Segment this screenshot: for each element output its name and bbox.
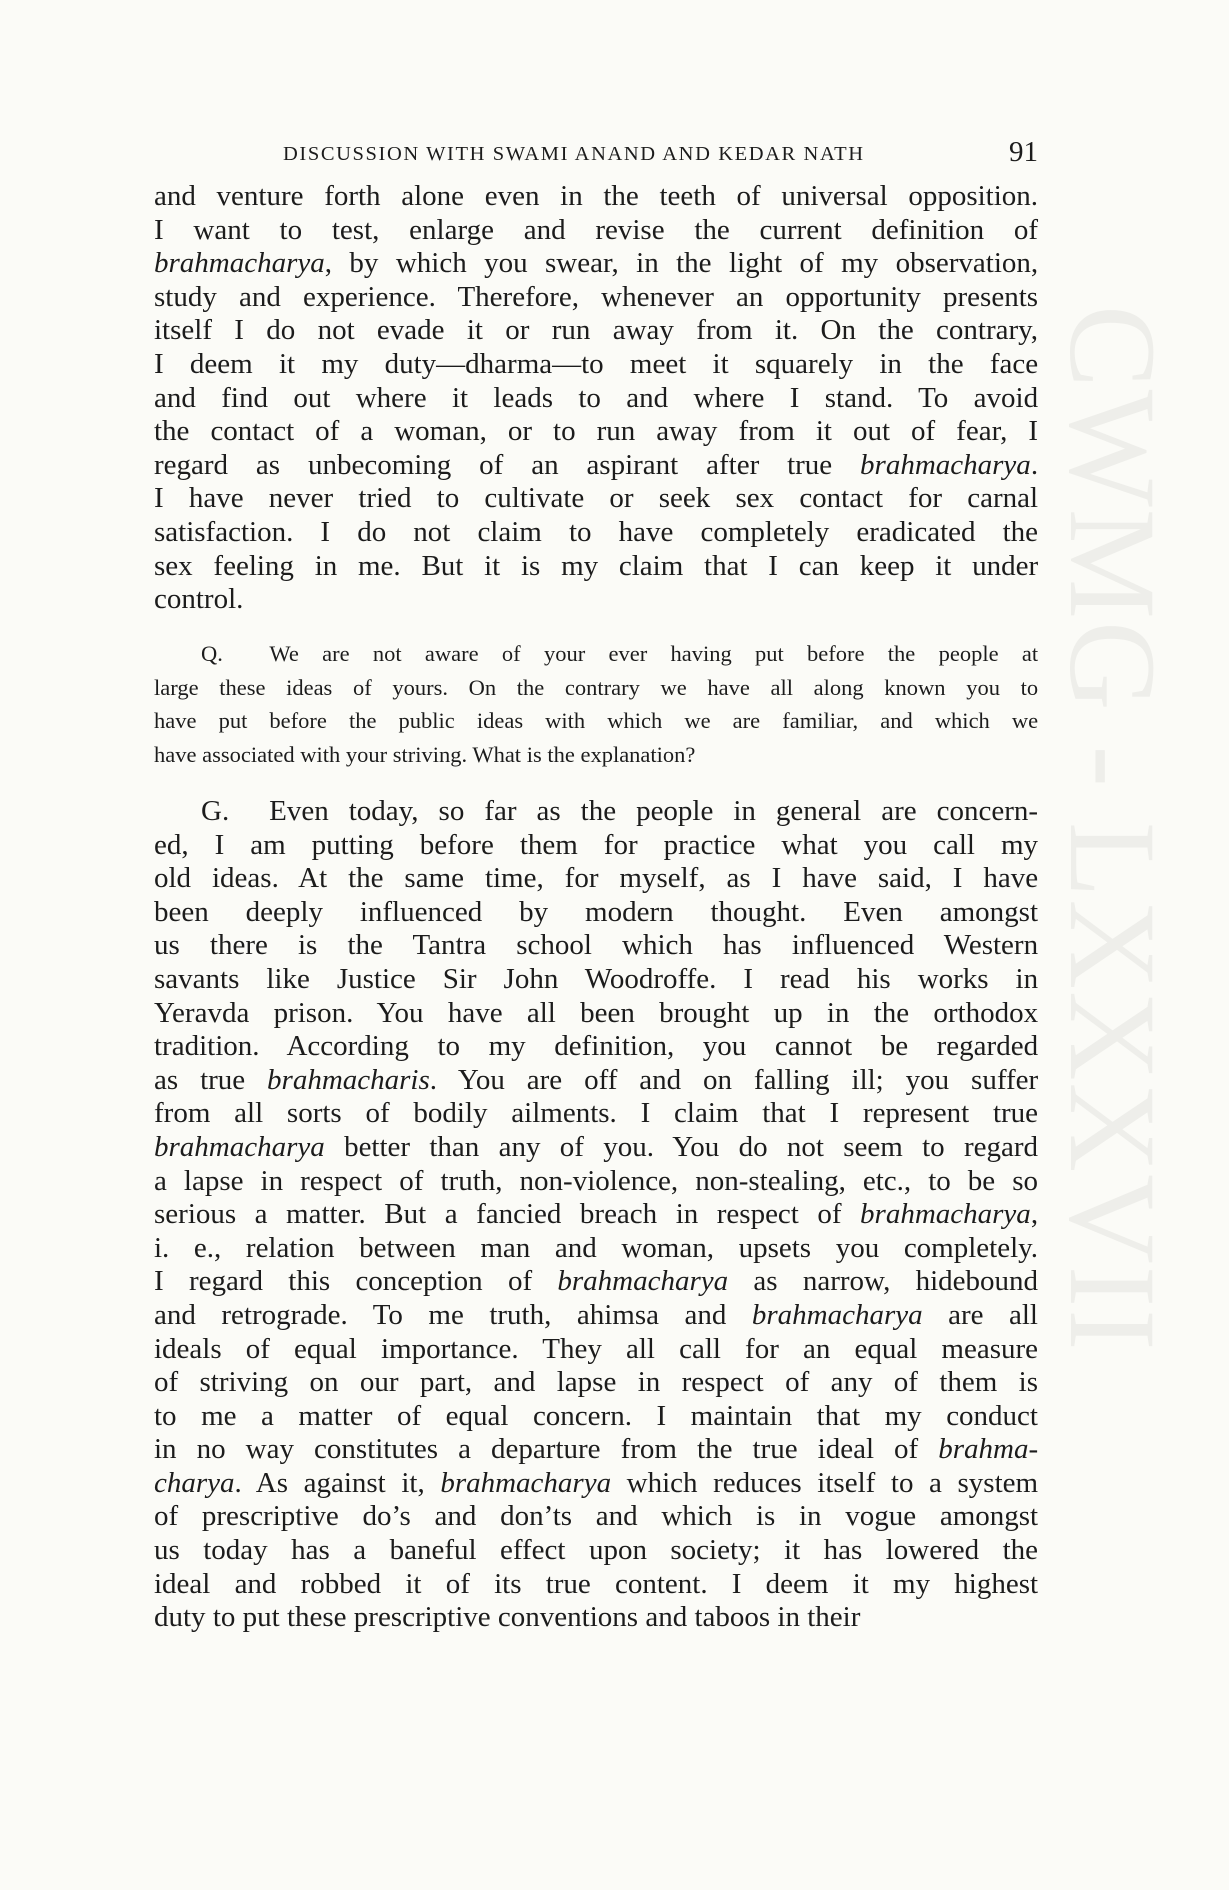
paragraph-continuation <box>154 180 1038 617</box>
text-line: of striving on our part, and lapse in respect of any of them is <box>154 1366 1038 1399</box>
text-line: to me a matter of equal concern. I maintain that my conduct <box>154 1399 1038 1432</box>
text-line: savants like Justice Sir John Woodroffe. I read his works in <box>154 962 1039 995</box>
answer-paragraph <box>154 795 1038 1635</box>
text-line: and venture forth alone even in the teeth of universal opposition. <box>154 180 1039 212</box>
text-line: G. Even today, so far as the people in general are concern- <box>201 795 1039 827</box>
text-line: control. <box>154 583 244 616</box>
text-line: charya. As against it, brahmacharya which reduces itself to a system <box>154 1466 1039 1499</box>
text-line: ideal and robbed it of its true content. I deem it my highest <box>154 1567 1039 1600</box>
running-title: DISCUSSION WITH SWAMI ANAND AND KEDAR NATH <box>283 143 865 165</box>
text-line: ideals of equal importance. They all call for an equal measure <box>154 1332 1039 1365</box>
text-line: study and experience. Therefore, whenever an opportunity presents <box>154 280 1039 313</box>
text-line: a lapse in respect of truth, non-violence, non-stealing, etc., to be so <box>154 1164 1038 1197</box>
speaker-label: Q. <box>201 641 223 666</box>
text-line: us today has a baneful effect upon society; it has lowered the <box>154 1534 1039 1567</box>
text-line: brahmacharya better than any of you. You do not seem to regard <box>154 1130 1039 1163</box>
watermark: CWMG - LXXXVII <box>1044 305 1181 1353</box>
text-line: satisfaction. I do not claim to have completely eradicated the <box>154 515 1039 548</box>
text-line: and find out where it leads to and where I stand. To avoid <box>154 381 1039 414</box>
speaker-label: G. <box>201 795 230 827</box>
text-line: of prescriptive do’s and don’ts and which is in vogue amongst <box>154 1500 1039 1533</box>
text-line: and retrograde. To me truth, ahimsa and brahmacharya are all <box>154 1298 1038 1331</box>
text-line: us there is the Tantra school which has influenced Western <box>154 929 1039 962</box>
text-line: old ideas. At the same time, for myself, as I have said, I have <box>154 862 1039 895</box>
text-line: from all sorts of bodily ailments. I claim that I represent true <box>154 1097 1039 1130</box>
text-line: itself I do not evade it or run away from it. On the contrary, <box>154 314 1038 347</box>
text-line: serious a matter. But a fancied breach in respect of brahmacharya, <box>154 1198 1039 1231</box>
text-line: I deem it my duty—dharma—to meet it squarely in the face <box>154 347 1039 380</box>
text-line: large these ideas of yours. On the contrary we have all along known you to <box>154 674 1039 700</box>
text-line: have associated with your striving. What is the explanation? <box>154 741 696 767</box>
text-line: Yeravda prison. You have all been brought up in the orthodox <box>154 996 1039 1029</box>
text-line: the contact of a woman, or to run away from it out of fear, I <box>154 415 1038 448</box>
running-head <box>154 136 1038 176</box>
text-line: duty to put these prescriptive conventions and taboos in their <box>154 1601 861 1634</box>
text-line: sex feeling in me. But it is my claim that I can keep it under <box>154 549 1039 582</box>
text-line: in no way constitutes a departure from the true ideal of brahma- <box>154 1433 1039 1466</box>
text-line: regard as unbecoming of an aspirant after true brahmacharya. <box>154 448 1039 481</box>
text-line: tradition. According to my definition, you cannot be regarded <box>154 1030 1039 1063</box>
text-line: been deeply influenced by modern thought. Even amongst <box>154 895 1039 928</box>
text-line: brahmacharya, by which you swear, in the light of my observation, <box>154 247 1039 280</box>
text-line: Q. We are not aware of your ever having put before the people at <box>201 641 1039 666</box>
text-line: I regard this conception of brahmacharya as narrow, hidebound <box>154 1265 1039 1298</box>
text-line: have put before the public ideas with which we are familiar, and which we <box>154 708 1039 734</box>
text-line: I have never tried to cultivate or seek sex contact for carnal <box>154 482 1039 515</box>
question-paragraph <box>154 637 1038 771</box>
page-number: 91 <box>1009 136 1038 168</box>
text-line: I want to test, enlarge and revise the current definition of <box>154 213 1039 246</box>
text-line: ed, I am putting before them for practice what you call my <box>154 828 1039 861</box>
text-line: i. e., relation between man and woman, upsets you completely. <box>154 1231 1039 1264</box>
text-line: as true brahmacharis. You are off and on falling ill; you suffer <box>154 1063 1039 1096</box>
